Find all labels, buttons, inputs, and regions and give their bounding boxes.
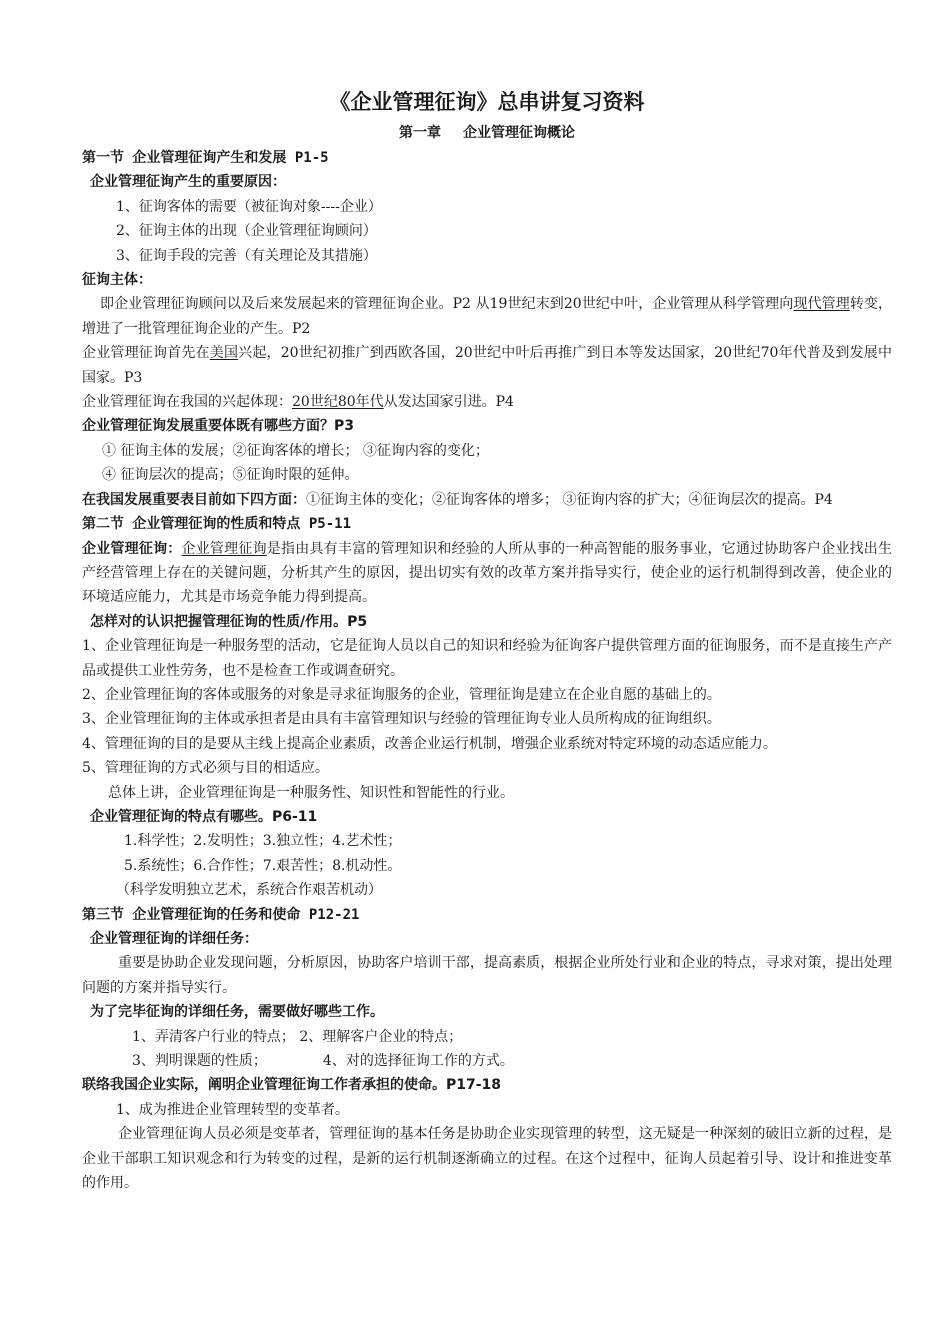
- list-item: ②征询客体的增长；: [232, 442, 359, 459]
- paragraph: [82, 390, 892, 414]
- underlined-term: 现代管理: [793, 296, 850, 313]
- question-tasks: 企业管理征询的详细任务：: [90, 931, 258, 947]
- question-works: 为了完毕征询的详细任务，需要做好哪些工作。: [90, 1004, 384, 1021]
- mnemonic: （科学发明独立艺术，系统合作艰苦机动）: [116, 882, 382, 899]
- chapter-heading: [82, 122, 892, 144]
- text: ①征询主体的变化；②征询客体的增多； ③征询内容的扩大；④征询层次的提高。P4: [306, 491, 833, 508]
- chapter-label: 第一章: [399, 125, 441, 141]
- underlined-term: 20世纪80年代: [292, 394, 384, 411]
- list-item: 4、对的选择征询工作的方式。: [322, 1053, 514, 1070]
- list-item: 4、管理征询的目的是要从主线上提高企业素质，改善企业运行机制，增强企业系统对特定环境的动态适应能力。: [82, 735, 777, 752]
- list-item: ④ 征询层次的提高；: [102, 467, 233, 484]
- definition-paragraph: [82, 537, 892, 610]
- document-title: 《企业管理征询》总串讲复习资料: [329, 90, 645, 114]
- list-item: 3、判明课题的性质；: [132, 1053, 267, 1070]
- document-content: [82, 88, 892, 1195]
- question-reasons: 企业管理征询产生的重要原因：: [90, 174, 286, 191]
- paragraph: [82, 292, 892, 341]
- aspects-row: [82, 463, 892, 487]
- list-item: ⑤征询时限的延伸。: [232, 467, 359, 484]
- list-item: 5、管理征询的方式必须与目的相适应。: [82, 760, 329, 777]
- text: 从发达国家引进。P4: [383, 394, 514, 411]
- text: 企业管理征询在我国的兴起体现：: [82, 394, 292, 411]
- subject-label: 征询主体：: [82, 272, 152, 289]
- definition-label: 企业管理征询：: [82, 540, 182, 557]
- traits-row: 5.系统性；6.合作性；7.艰苦性；8.机动性。: [124, 857, 402, 874]
- section-1-heading: 第一节 企业管理征询产生和发展 P1-5: [82, 150, 329, 166]
- list-item: 3、征询手段的完善（有关理论及其措施）: [116, 247, 377, 264]
- list-item: 2、企业管理征询的客体或服务的对象是寻求征询服务的企业，管理征询是建立在企业自愿的基础上的。: [82, 686, 721, 703]
- list-item: 1、弄清客户行业的特点；: [132, 1028, 295, 1045]
- paragraph: 重要是协助企业发现问题，分析原因，协助客户培训干部，提高素质，根据企业所处行业和企业的特点，寻求对策，提出处理问题的方案并指导实行。: [82, 955, 892, 996]
- summary: 总体上讲，企业管理征询是一种服务性、知识性和智能性的行业。: [108, 784, 514, 801]
- mission-item: 1、成为推进企业管理转型的变革者。: [116, 1101, 349, 1118]
- list-item: 2、征询主体的出现（企业管理征询顾问）: [116, 223, 377, 240]
- paragraph: 企业管理征询人员必须是变革者，管理征询的基本任务是协助企业实现管理的转型，这无疑是一种深刻的破旧立新的过程，是企业干部职工知识观念和行为转变的过程，是新的运行机制逐渐确立的过程。在这个过程中，征询人员起着引导、设计和推进变革的作用。: [82, 1126, 892, 1192]
- section-3-heading: 第三节 企业管理征询的任务和使命 P12-21: [82, 906, 360, 923]
- list-item: 1、征询客体的需要（被征询对象----企业）: [116, 198, 382, 215]
- aspects-row: [82, 439, 892, 463]
- text: 转变，增进了一批管理征询企业的产生。P2: [82, 296, 893, 337]
- section-2-heading: 第二节 企业管理征询的性质和特点 P5-11: [82, 516, 352, 533]
- list-item: ③征询内容的变化；: [362, 442, 489, 459]
- traits-row: 1.科学性；2.发明性；3.独立性；4.艺术性；: [124, 833, 402, 850]
- question-traits: 企业管理征询的特点有哪些。P6-11: [90, 808, 318, 825]
- text: 是指由具有丰富的管理知识和经验的人所从事的一种高智能的服务事业，它通过协助客户企业找出生产经营管理上存在的关键问题，分析其产生的原因，提出切实有效的改革方案并指导实行，使企业的运行机制得到改善，使企业的环境适应能力，尤其是市场竞争能力得到提高。: [82, 540, 893, 606]
- question-nature: 怎样对的认识把握管理征询的性质/作用。P5: [90, 613, 368, 630]
- works-row: [82, 1049, 892, 1073]
- works-row: [82, 1025, 892, 1049]
- text: 兴起，20世纪初推广到西欧各国，20世纪中叶后再推广到日本等发达国家，20世纪70年代普及到发展中国家。P3: [82, 345, 892, 386]
- text: 即企业管理征询顾问以及后来发展起来的管理征询企业。P2 从19世纪末到20世纪中叶，企业管理从科学管理向: [100, 296, 794, 313]
- paragraph: [82, 341, 892, 390]
- text: 企业管理征询首先在: [82, 345, 210, 362]
- list-item: 2、理解客户企业的特点；: [299, 1028, 463, 1045]
- list-item: ① 征询主体的发展；: [102, 442, 233, 459]
- paragraph: [82, 488, 892, 512]
- question-mission: 联络我国企业实际，阐明企业管理征询工作者承担的使命。P17-18: [82, 1077, 502, 1094]
- question-label: 在我国发展重要表目前如下四方面：: [82, 491, 306, 508]
- underlined-term: 美国: [209, 345, 239, 362]
- list-item: 1、企业管理征询是一种服务型的活动，它是征询人员以自己的知识和经验为征询客户提供管理方面的征询服务，而不是直接生产产品或提供工业性劳务，也不是检查工作或调查研究。: [82, 638, 892, 679]
- underlined-term: 企业管理征询: [181, 540, 267, 557]
- list-item: 3、企业管理征询的主体或承担者是由具有丰富管理知识与经验的管理征询专业人员所构成的征询组织。: [82, 711, 721, 728]
- chapter-name: 企业管理征询概论: [463, 125, 575, 141]
- question-aspects: 企业管理征询发展重要体既有哪些方面？P3: [82, 418, 355, 435]
